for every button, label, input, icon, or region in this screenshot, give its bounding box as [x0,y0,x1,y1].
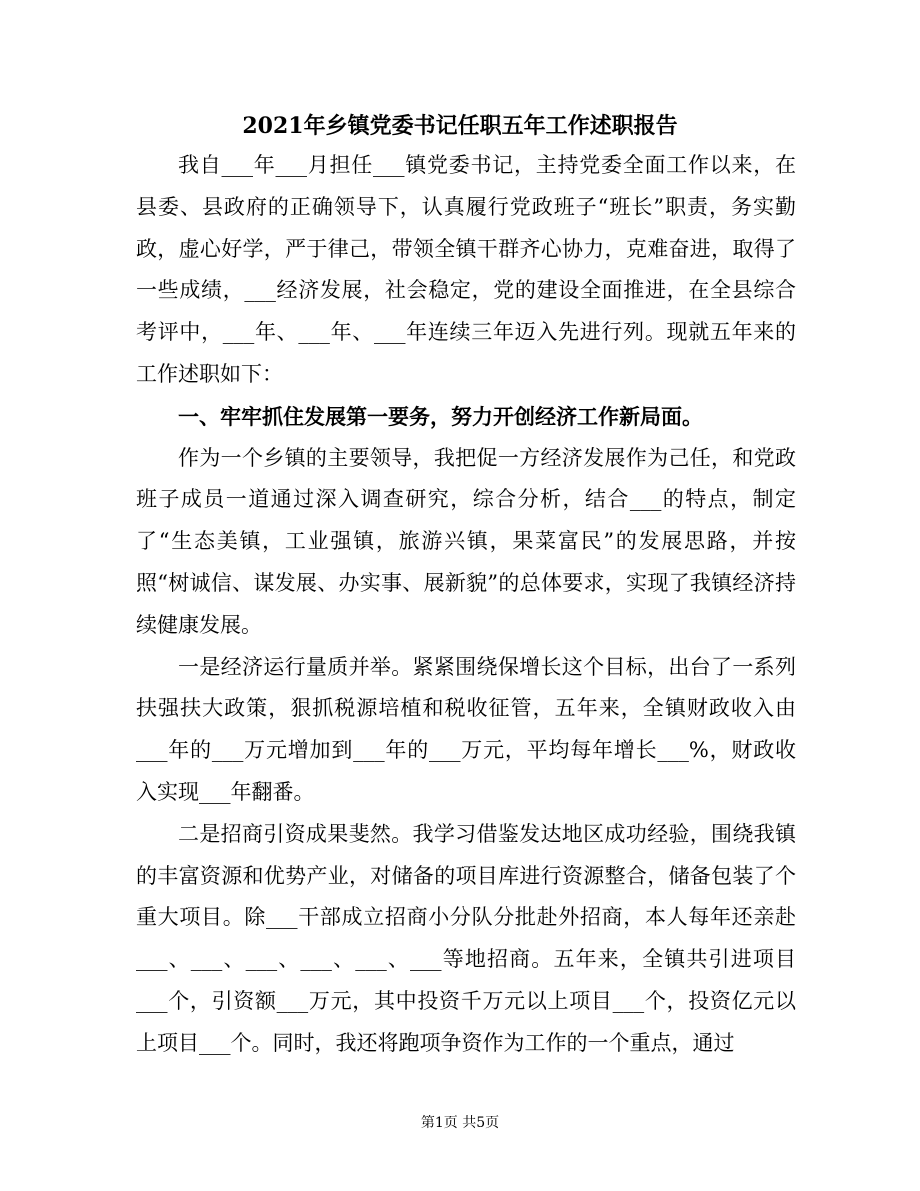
document-body [136,145,796,1065]
page-number: 第1页 共5页 [420,1115,500,1131]
paragraph-intro: 我自___年___月担任___镇党委书记，主持党委全面工作以来，在县委、县政府的正确领导下，认真履行党政班子“班长”职责，务实勤政，虚心好学，严于律己，带领全镇干群齐心协力，克难奋进，取得了一些成绩，___经济发展，社会稳定，党的建设全面推进，在全县综合考评中，___年、___年、___年连续三年迈入先进行列。现就五年来的工作述职如下： [136,153,796,386]
paragraph-development-strategy: 作为一个乡镇的主要领导，我把促一方经济发展作为己任，和党政班子成员一道通过深入调查研究，综合分析，结合___的特点，制定了“生态美镇，工业强镇，旅游兴镇，果菜富民”的发展思路，并按照“树诚信、谋发展、办实事、展新貌”的总体要求，实现了我镇经济持续健康发展。 [136,445,796,637]
section-heading: 一、牢牢抓住发展第一要务，努力开创经济工作新局面。 [178,403,703,429]
paragraph-economic-operation: 一是经济运行量质并举。紧紧围绕保增长这个目标，出台了一系列扶强扶大政策，狠抓税源培植和税收征管，五年来，全镇财政收入由___年的___万元增加到___年的___万元，平均每年增长___%，财政收入实现___年翻番。 [136,654,796,804]
document-title: 2021年乡镇党委书记任职五年工作述职报告 [242,113,678,139]
paragraph-investment-attraction: 二是招商引资成果斐然。我学习借鉴发达地区成功经验，围绕我镇的丰富资源和优势产业，对储备的项目库进行资源整合，储备包装了个重大项目。除___干部成立招商小分队分批赴外招商，本人每年还亲赴___、___、___、___、___、___等地招商。五年来，全镇共引进项目___个，引资额___万元，其中投资千万元以上项目___个，投资亿元以上项目___个。同时，我还将跑项争资作为工作的一个重点，通过 [136,821,796,1055]
